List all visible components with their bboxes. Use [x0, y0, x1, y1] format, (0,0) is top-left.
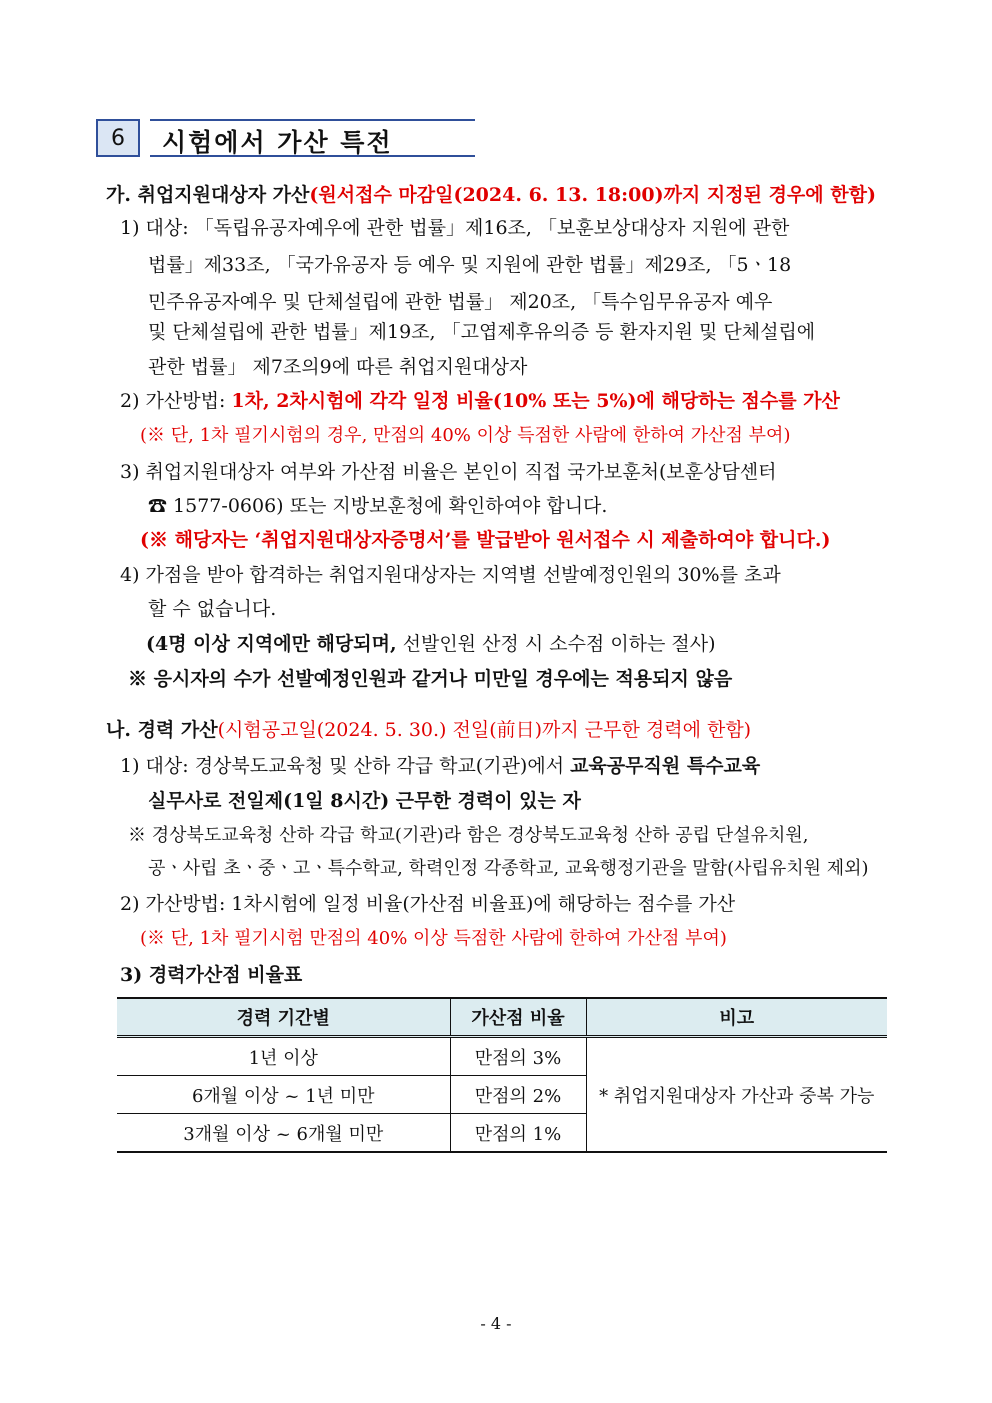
b-item2: 2) 가산방법: 1차시험에 일정 비율(가산점 비율표)에 해당하는 점수를 가산: [120, 893, 736, 915]
a-item1-line1: 1) 대상: 「독립유공자예우에 관한 법률」제16조, 「보훈보상대상자 지원에 관한: [120, 217, 790, 239]
a-item1-line4: 및 단체설립에 관한 법률」제19조, 「고엽제후유의증 등 환자지원 및 단체설립에: [148, 321, 816, 343]
career-bonus-table: [117, 997, 887, 1153]
table-header-row: [117, 998, 887, 1037]
b-item2-note: (※ 단, 1차 필기시험 만점의 40% 이상 득점한 사람에 한하여 가산점 부여): [140, 928, 727, 949]
a-item3-note: (※ 해당자는 ‘취업지원대상자증명서’를 발급받아 원서접수 시 제출하여야 합니다.): [140, 529, 831, 551]
a-item2-method: 1차, 2차시험에 각각 일정 비율(10% 또는 5%)에 해당하는 점수를 가산: [231, 390, 840, 412]
table-cell-period: 1년 이상: [117, 1037, 450, 1076]
heading-b-suffix: (시험공고일(2024. 5. 30.) 전일(前日)까지 근무한 경력에 한함): [217, 719, 752, 741]
b-note-line1: ※ 경상북도교육청 산하 각급 학교(기관)라 함은 경상북도교육청 산하 공립 단설유치원,: [128, 825, 809, 846]
a-item2-note: (※ 단, 1차 필기시험의 경우, 만점의 40% 이상 득점한 사람에 한하여 가산점 부여): [140, 425, 791, 446]
b-item3: 3) 경력가산점 비율표: [120, 964, 303, 986]
b-item1-line1: [120, 751, 760, 778]
a-item4-line2: 할 수 없습니다.: [148, 598, 277, 620]
table-row: [117, 1037, 887, 1076]
section-number: 6: [96, 119, 140, 157]
heading-a-suffix: (원서접수 마감일(2024. 6. 13. 18:00)까지 지정된 경우에 한함): [309, 184, 876, 206]
heading-a-prefix: 가. 취업지원대상자 가산: [106, 184, 310, 206]
a-item4-note-bold: (4명 이상 지역에만 해당되며,: [146, 633, 397, 655]
b-item1-line2: 실무사로 전일제(1일 8시간) 근무한 경력이 있는 자: [148, 790, 581, 812]
heading-b-prefix: 나. 경력 가산: [106, 719, 218, 741]
table-cell-rate: 만점의 3%: [450, 1037, 586, 1076]
table-header-period: 경력 기간별: [117, 998, 450, 1037]
a-item1-line5: 관한 법률」 제7조의9에 따른 취업지원대상자: [148, 356, 528, 378]
table-cell-period: 6개월 이상 ~ 1년 미만: [117, 1076, 450, 1114]
table-cell-rate: 만점의 2%: [450, 1076, 586, 1114]
a-item4-line1: 4) 가점을 받아 합격하는 취업지원대상자는 지역별 선발예정인원의 30%를 초과: [120, 564, 781, 586]
a-item4-note-rest: 선발인원 산정 시 소수점 이하는 절사): [396, 633, 716, 655]
a-item2-label: 2) 가산방법:: [120, 390, 232, 412]
a-item3-line1: 3) 취업지원대상자 여부와 가산점 비율은 본인이 직접 국가보훈처(보훈상담센터: [120, 461, 777, 483]
b-note-line2: 공ㆍ사립 초ㆍ중ㆍ고ㆍ특수학교, 학력인정 각종학교, 교육행정기관을 말함(사립유치원 제외): [148, 858, 869, 879]
a-item1-line2: 법률」제33조, 「국가유공자 등 예우 및 지원에 관한 법률」제29조, 「5ㆍ18: [148, 254, 792, 276]
page-number: - 4 -: [480, 1314, 512, 1333]
table-header-note: 비고: [586, 998, 887, 1037]
a-item1-line3: 민주유공자예우 및 단체설립에 관한 법률」 제20조, 「특수임무유공자 예우: [148, 291, 773, 313]
a-item2: [120, 386, 840, 413]
a-item3-line2: ☎ 1577-0606) 또는 지방보훈청에 확인하여야 합니다.: [148, 495, 608, 517]
heading-b: [106, 715, 751, 742]
b-item1-bold: 교육공무직원 특수교육: [570, 755, 761, 777]
a-item4-note: [146, 629, 716, 656]
b-item1-plain: 1) 대상: 경상북도교육청 및 산하 각급 학교(기관)에서: [120, 755, 571, 777]
table-cell-note: * 취업지원대상자 가산과 중복 가능: [586, 1037, 887, 1153]
table-header-rate: 가산점 비율: [450, 998, 586, 1037]
table-cell-rate: 만점의 1%: [450, 1114, 586, 1153]
table-cell-period: 3개월 이상 ~ 6개월 미만: [117, 1114, 450, 1153]
section-title: 시험에서 가산 특전: [162, 128, 393, 157]
a-item4-note2: ※ 응시자의 수가 선발예정인원과 같거나 미만일 경우에는 적용되지 않음: [128, 668, 733, 690]
section-title-box: [150, 119, 475, 157]
heading-a: [106, 180, 876, 207]
